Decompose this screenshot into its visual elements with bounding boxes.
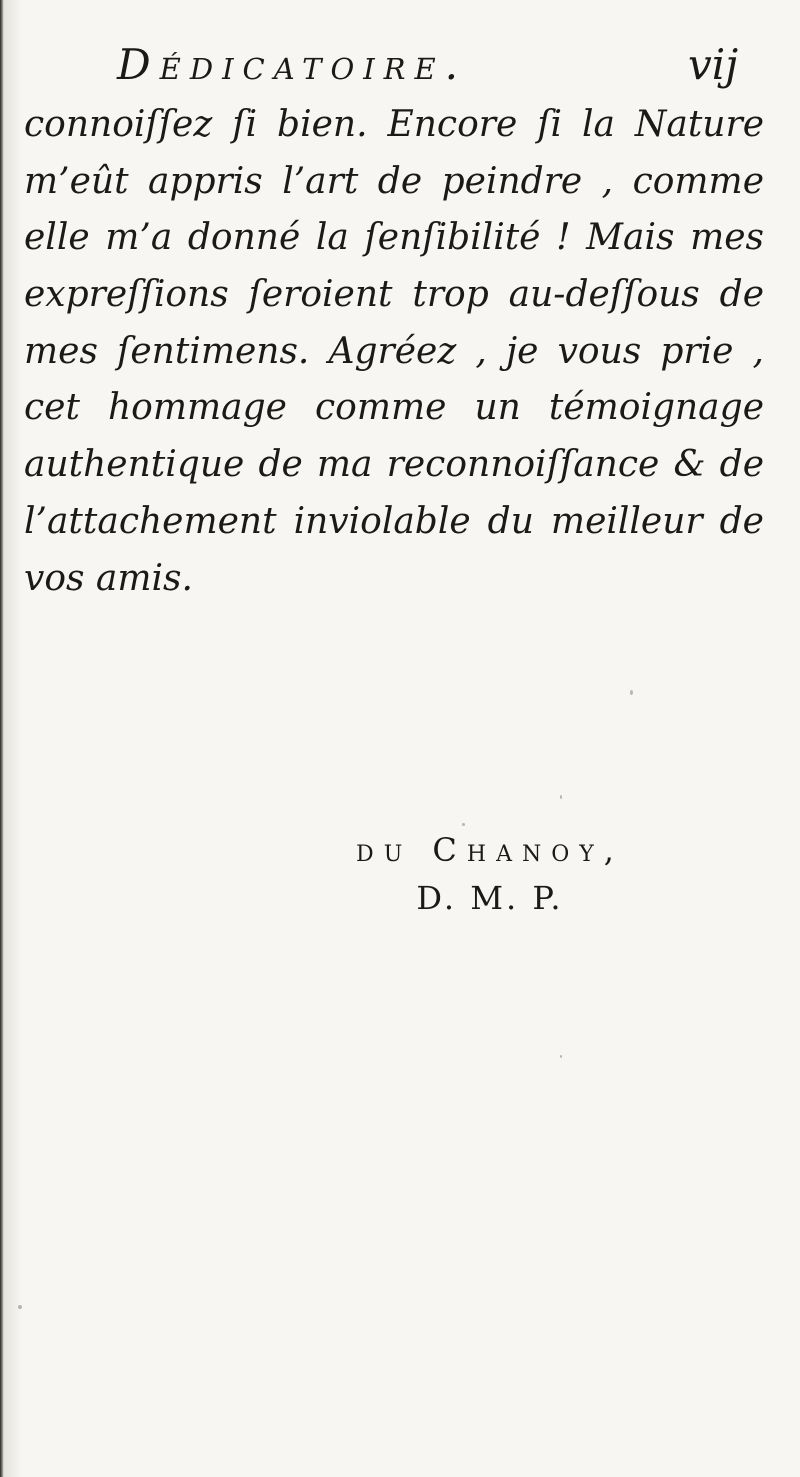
signature-block <box>356 828 624 920</box>
paper-speck <box>560 795 562 799</box>
text-line: elle m’a donné la ſenſibilité ! Mais mes <box>24 217 764 259</box>
text-line: mes ſentimens. Agréez , je vous prie , <box>24 330 764 372</box>
page-number: vij <box>688 40 739 89</box>
text-line: vos amis. <box>24 557 193 599</box>
signature-name: du Chanoy, <box>356 831 624 869</box>
running-head <box>0 40 800 100</box>
paper-speck <box>630 690 633 695</box>
paper-speck <box>18 1305 22 1309</box>
text-line: expreſſions ſeroient trop au-deſſous de <box>24 274 764 316</box>
gutter-shadow <box>4 0 22 1477</box>
text-line: cet hommage comme un témoignage <box>24 387 764 429</box>
text-line: authentique de ma reconnoiſſance & de <box>24 444 764 486</box>
signature-initials: D. M. P. <box>416 879 564 917</box>
text-line: m’eût appris l’art de peindre , comme <box>24 160 764 202</box>
text-line: l’attachement inviolable du meilleur de <box>24 500 764 542</box>
dedication-text <box>24 97 764 607</box>
paper-speck <box>560 1055 562 1058</box>
text-line: connoiſſez ſi bien. Encore ſi la Nature <box>24 104 764 145</box>
paper-speck <box>462 823 465 826</box>
running-head-title: Dédicatoire. <box>117 40 468 89</box>
